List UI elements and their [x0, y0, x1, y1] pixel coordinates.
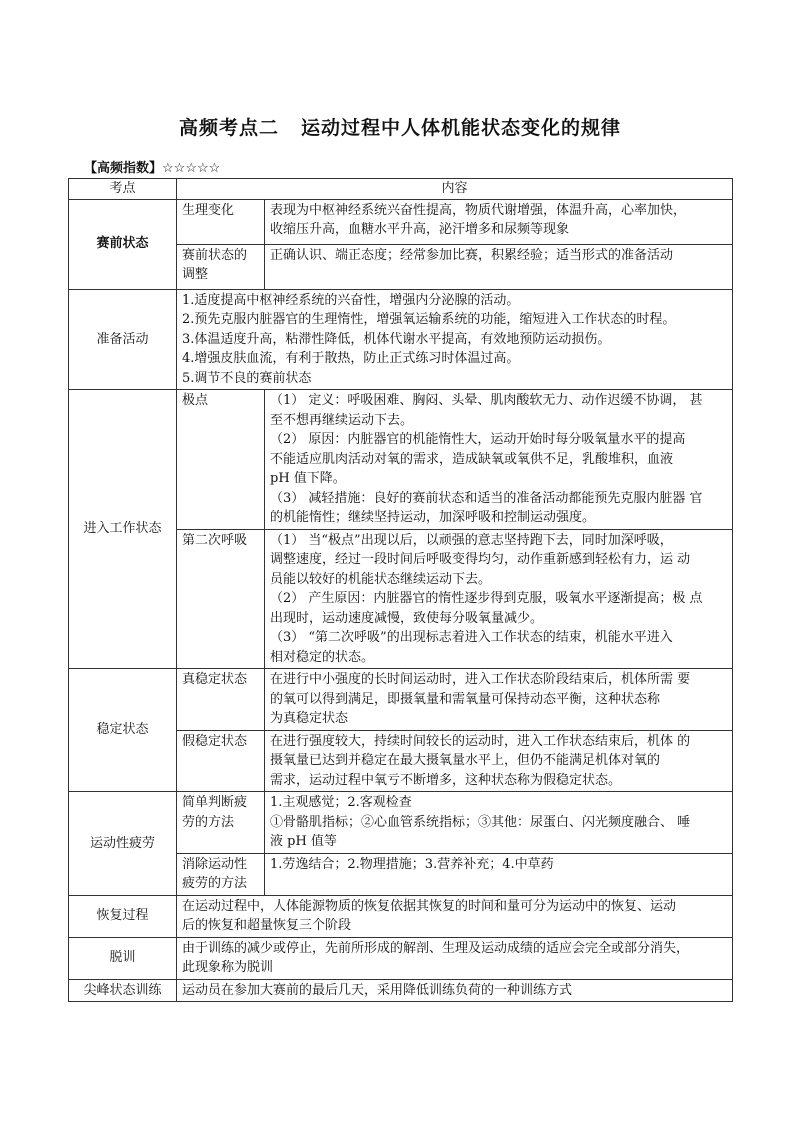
cell-content — [265, 529, 733, 669]
list-item: 5.调节不良的赛前状态 — [182, 370, 312, 386]
table-header-row — [69, 179, 733, 200]
table-row — [69, 199, 733, 244]
text-line: 摄氧量已达到并稳定在最大摄氧量水平上，但仍不能满足机体对氧的 — [270, 753, 661, 768]
frequency-label: 【高频指数】 — [84, 161, 163, 176]
text-line: 劳的方法 — [182, 814, 235, 830]
text-line: 需求，运动过程中氧亏不断增多，这种状态称为假稳定状态。 — [270, 772, 622, 788]
row-label-steady-state: 稳定状态 — [69, 669, 177, 792]
cell-content — [177, 895, 733, 937]
cell-content — [265, 853, 733, 895]
sub-label — [177, 792, 265, 854]
text-line: 在运动过程中，人体能源物质的恢复依据其恢复的时间和量可分为运动中的恢复、运动 — [182, 898, 677, 914]
list-item: 3.体温适度升高，粘滞性降低，机体代谢水平提高，有效地预防运动损伤。 — [182, 331, 611, 347]
row-label-pre-competition: 赛前状态 — [69, 199, 177, 289]
table-row — [69, 390, 733, 530]
list-item: 1.适度提高中枢神经系统的兴奋性，增强内分泌腺的活动。 — [182, 292, 520, 308]
table-row — [69, 669, 733, 731]
cell-content — [265, 244, 733, 289]
text-line: （3） 减轻措施：良好的赛前状态和适当的准备活动都能预先克服内脏器 官 — [270, 490, 703, 506]
text-line: pH 值下降。 — [270, 471, 346, 486]
header-content: 内容 — [177, 179, 733, 200]
cell-content — [177, 937, 733, 979]
sub-label — [177, 244, 265, 289]
text-line: 消除运动性 — [182, 856, 248, 872]
text-line: 的氧可以得到满足，即摄氧量和需氧量可保持动态平衡，这种状态称 — [270, 691, 661, 707]
text-line: 赛前状态的 — [182, 247, 248, 263]
row-label-entering-work: 进入工作状态 — [69, 390, 177, 669]
text-line: 调整速度，经过一段时间后呼吸变得均匀，动作重新感到轻松有力，运 动 — [270, 552, 691, 567]
text-line: 至不想再继续运动下去。 — [270, 412, 414, 428]
text-line: 在进行中小强度的长时间运动时，进入工作状态阶段结束后，机体所需 要 — [270, 672, 691, 687]
text-line: 此现象称为脱训 — [182, 960, 274, 975]
text-line: 的机能惰性；继续坚持运动，加深呼吸和控制运动强度。 — [270, 510, 596, 525]
row-label-tapering: 尖峰状态训练 — [69, 979, 177, 1002]
cell-content — [265, 730, 733, 792]
text-line: ①骨骼肌指标；②心血管系统指标；③其他：尿蛋白、闪光频度融合、 唾 — [270, 814, 691, 830]
frequency-stars: ☆☆☆☆☆ — [162, 161, 221, 176]
text-line: 液 pH 值等 — [270, 834, 337, 849]
text-line: 1.劳逸结合；2.物理措施；3.营养补充；4.中草药 — [270, 856, 554, 872]
text-line: 为真稳定状态 — [270, 711, 349, 726]
cell-content — [177, 979, 733, 1002]
row-label-recovery: 恢复过程 — [69, 895, 177, 937]
text-line: （1） 当“极点”出现以后，以顽强的意志坚持跑下去，同时加深呼吸， — [270, 532, 673, 548]
knowledge-table — [68, 178, 733, 1002]
text-line: 在进行强度较大，持续时间较长的运动时，进入工作状态结束后，机体 的 — [270, 733, 691, 749]
text-line: 疲劳的方法 — [182, 876, 248, 891]
title-part-1: 高频考点二 — [178, 117, 279, 139]
cell-content — [265, 199, 733, 244]
text-line: 调整 — [182, 267, 209, 282]
text-line: 出现时，运动速度减慢，致使每分吸氧量减少。 — [270, 610, 544, 626]
text-line: （2） 原因：内脏器官的机能惰性大，运动开始时每分吸氧量水平的提高 — [270, 432, 686, 447]
table-row — [69, 792, 733, 854]
row-label-detraining: 脱训 — [69, 937, 177, 979]
text-line: 后的恢复和超量恢复三个阶段 — [182, 918, 352, 933]
list-item: 2.预先克服内脏器官的生理惰性，增强氧运输系统的功能，缩短进入工作状态的时程。 — [182, 312, 676, 327]
sub-label: 真稳定状态 — [177, 669, 265, 731]
text-line: 由于训练的减少或停止，先前所形成的解剖、生理及运动成绩的适应会完全或部分消失， — [182, 940, 690, 956]
sub-label: 极点 — [177, 390, 265, 530]
text-line: 相对稳定的状态。 — [270, 649, 375, 665]
text-line: 员能以较好的机能状态继续运动下去。 — [270, 571, 492, 587]
cell-content — [265, 390, 733, 530]
text-line: 不能适应肌肉活动对氧的需求，造成缺氧或氧供不足，乳酸堆积，血液 — [270, 451, 674, 467]
text-line: （2） 产生原因：内脏器官的惰性逐步得到克服，吸氧水平逐渐提高；极 点 — [270, 591, 703, 606]
text-line: 表现为中枢神经系统兴奋性提高，物质代谢增强，体温升高，心率加快， — [270, 202, 687, 218]
sub-label: 假稳定状态 — [177, 730, 265, 792]
text-line: 简单判断疲 — [182, 795, 248, 810]
cell-content — [265, 792, 733, 854]
table-row — [69, 895, 733, 937]
frequency-index — [84, 157, 220, 176]
text-line: 正确认识、端正态度；经常参加比赛，积累经验；适当形式的准备活动 — [270, 247, 674, 263]
table-row — [69, 937, 733, 979]
text-line: 收缩压升高，血糖水平升高，泌汗增多和尿频等现象 — [270, 222, 570, 237]
text-line: （1） 定义：呼吸困难、胸闷、头晕、肌肉酸软无力、动作迟缓不协调， 甚 — [270, 393, 703, 408]
text-line: （3） “第二次呼吸”的出现标志着进入工作状态的结束，机能水平进入 — [270, 630, 673, 645]
cell-content — [265, 669, 733, 731]
cell-content — [177, 289, 733, 390]
text-line: 运动员在参加大赛前的最后几天，采用降低训练负荷的一种训练方式 — [182, 982, 573, 998]
title-part-2: 运动过程中人体机能状态变化的规律 — [301, 117, 622, 139]
header-topic: 考点 — [69, 179, 177, 200]
sub-label: 第二次呼吸 — [177, 529, 265, 669]
text-line: 1.主观感觉；2.客观检查 — [270, 795, 412, 810]
sub-label — [177, 853, 265, 895]
table-row — [69, 289, 733, 390]
sub-label: 生理变化 — [177, 199, 265, 244]
list-item: 4.增强皮肤血流，有利于散热，防止正式练习时体温过高。 — [182, 351, 520, 366]
row-label-fatigue: 运动性疲劳 — [69, 792, 177, 896]
row-label-warmup: 准备活动 — [69, 289, 177, 390]
page-title — [0, 113, 800, 140]
table-row — [69, 979, 733, 1002]
